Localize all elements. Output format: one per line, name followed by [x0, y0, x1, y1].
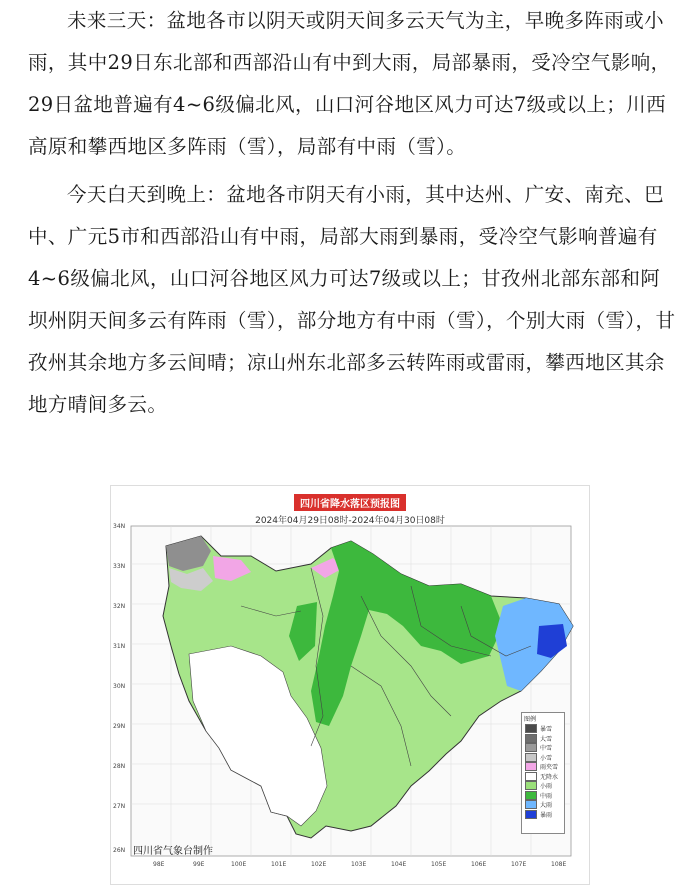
- lat-label: 29N: [113, 723, 126, 730]
- map-credit: 四川省气象台制作: [133, 846, 213, 857]
- map-title: 四川省降水落区预报图: [294, 494, 406, 511]
- map-canvas: [111, 486, 589, 884]
- legend-item: 雨夹雪: [522, 762, 564, 772]
- lon-label: 106E: [471, 861, 487, 868]
- lon-label: 107E: [511, 861, 527, 868]
- legend-item: 小雨: [522, 781, 564, 791]
- legend-item: 中雨: [522, 791, 564, 801]
- lon-label: 101E: [271, 861, 287, 868]
- legend-swatch: [525, 724, 537, 733]
- legend-item: 无降水: [522, 772, 564, 782]
- legend-item: 暴雨: [522, 810, 564, 820]
- lon-label: 98E: [153, 861, 165, 868]
- legend-title: 图例: [524, 716, 537, 723]
- map-legend: [521, 712, 565, 834]
- lat-label: 30N: [113, 683, 126, 690]
- lon-label: 100E: [231, 861, 247, 868]
- lat-label: 32N: [113, 603, 126, 610]
- map-subtitle: 2024年04月29日08时-2024年04月30日08时: [255, 516, 445, 526]
- legend-swatch: [525, 753, 537, 762]
- paragraph-three-day: 未来三天：盆地各市以阴天或阴天间多云天气为主，早晚多阵雨或小雨，其中29日东北部和西部沿山有中到大雨，局部暴雨，受冷空气影响，29日盆地普遍有4~6级偏北风，山口河谷地区风力可达7级或以上；川西高原和攀西地区多阵雨（雪），局部有中雨（雪）。: [28, 9, 671, 158]
- lat-label: 31N: [113, 643, 126, 650]
- lon-label: 102E: [311, 861, 327, 868]
- forecast-text: [28, 0, 678, 426]
- precipitation-map: [110, 485, 590, 885]
- lon-label: 103E: [351, 861, 367, 868]
- lon-label: 108E: [551, 861, 567, 868]
- lon-label: 99E: [193, 861, 205, 868]
- legend-swatch: [525, 791, 537, 800]
- legend-swatch: [525, 734, 537, 743]
- lon-label: 105E: [431, 861, 447, 868]
- legend-item: 中雪: [522, 743, 564, 753]
- lat-label: 33N: [113, 563, 126, 570]
- legend-swatch: [525, 800, 537, 809]
- legend-item: 大雨: [522, 800, 564, 810]
- legend-item: 暴雪: [522, 724, 564, 734]
- lon-label: 104E: [391, 861, 407, 868]
- legend-swatch: [525, 810, 537, 819]
- legend-swatch: [525, 781, 537, 790]
- legend-swatch: [525, 762, 537, 771]
- lat-label: 27N: [113, 803, 126, 810]
- paragraph-today: 今天白天到晚上：盆地各市阴天有小雨，其中达州、广安、南充、巴中、广元5市和西部沿山有中雨，局部大雨到暴雨，受冷空气影响普遍有4~6级偏北风，山口河谷地区风力可达7级或以上；甘孜州北部东部和阿坝州阴天间多云有阵雨（雪），部分地方有中雨（雪），个别大雨（雪），甘孜州其余地方多云间晴；凉山州东北部多云转阵雨或雷雨，攀西地区其余地方晴间多云。: [28, 183, 676, 416]
- lat-label: 26N: [113, 847, 126, 854]
- legend-swatch: [525, 772, 537, 781]
- legend-swatch: [525, 743, 537, 752]
- lat-label: 34N: [113, 523, 126, 530]
- lat-label: 28N: [113, 763, 126, 770]
- legend-item: 小雪: [522, 753, 564, 763]
- legend-item: 大雪: [522, 734, 564, 744]
